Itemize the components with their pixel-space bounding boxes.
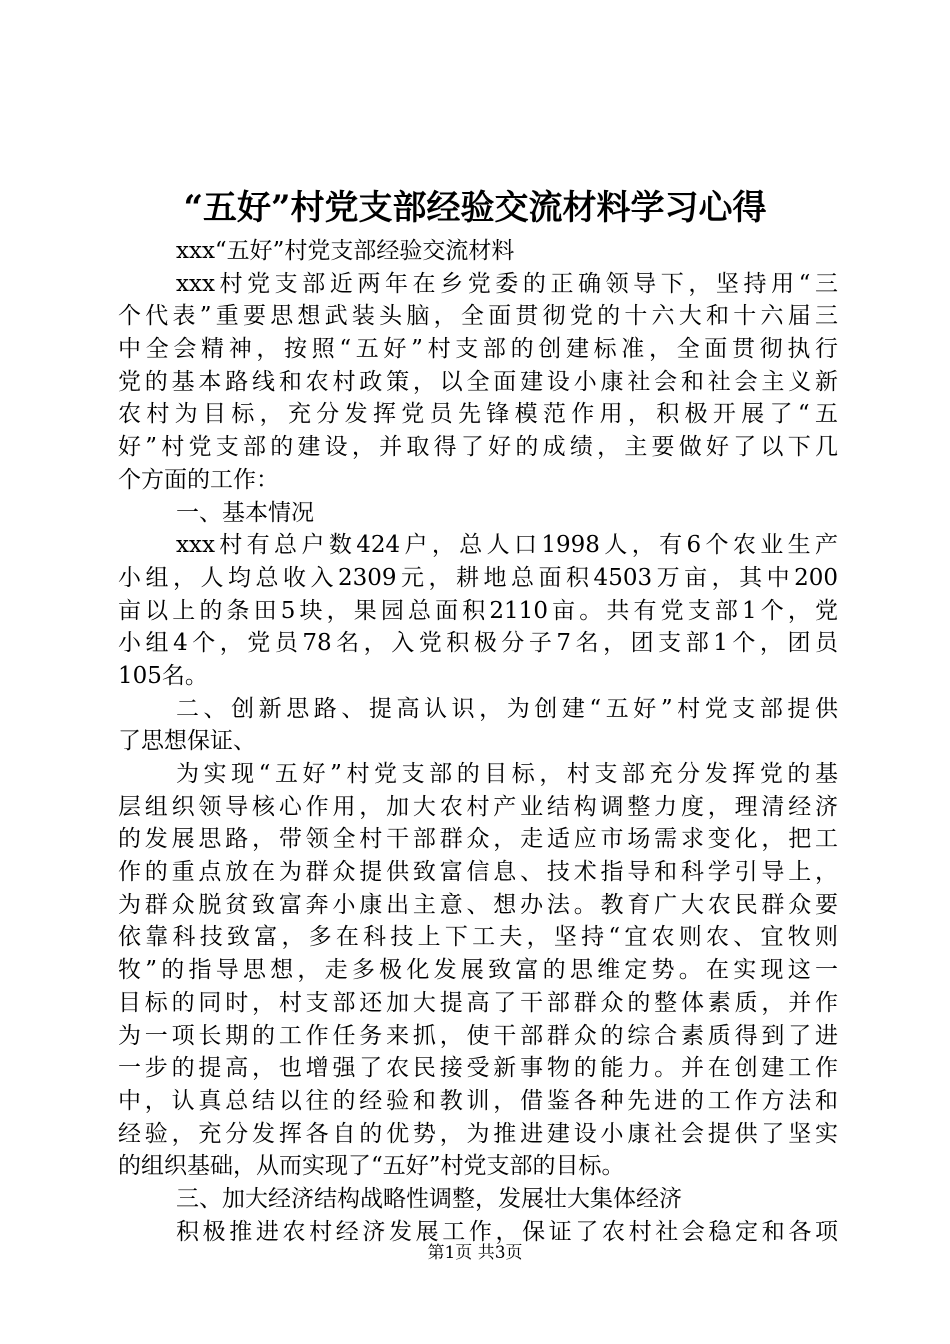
text-line: xxx村党支部近两年在乡党委的正确领导下，坚持用“三 xyxy=(176,270,838,297)
text-line: 中全会精神，按照“五好”村支部的创建标准，全面贯彻执行 xyxy=(118,336,838,363)
text-line: xxx“五好”村党支部经验交流材料 xyxy=(176,238,515,264)
document-body xyxy=(118,235,838,1248)
text-line: 党的基本路线和农村政策，以全面建设小康社会和社会主义新 xyxy=(118,368,838,395)
text-line: 中，认真总结以往的经验和教训，借鉴各种先进的工作方法和 xyxy=(118,1087,838,1114)
text-line: 105名。 xyxy=(118,662,208,689)
text-line: 二、创新思路、提高认识，为创建“五好”村党支部提供 xyxy=(176,695,838,722)
text-line: 目标的同时，村支部还加大提高了干部群众的整体素质，并作 xyxy=(118,989,838,1016)
text-line: xxx村有总户数424户，总人口1998人，有6个农业生产 xyxy=(176,532,838,559)
text-line: 一、基本情况 xyxy=(176,499,314,526)
text-line: 层组织领导核心作用，加大农村产业结构调整力度，理清经济 xyxy=(118,793,838,820)
text-line: 农村为目标，充分发挥党员先锋模范作用，积极开展了“五 xyxy=(118,401,838,428)
text-line: 个代表”重要思想武装头脑，全面贯彻党的十六大和十六届三 xyxy=(118,303,838,330)
text-line: 个方面的工作： xyxy=(118,466,279,493)
text-line: 亩以上的条田5块，果园总面积2110亩。共有党支部1个，党 xyxy=(118,597,838,624)
text-line: 依靠科技致富，多在科技上下工夫，坚持“宜农则农、宜牧则 xyxy=(118,924,838,951)
text-line: 小组，人均总收入2309元，耕地总面积4503万亩，其中200 xyxy=(118,564,838,591)
text-line: 积极推进农村经济发展工作，保证了农村社会稳定和各项 xyxy=(176,1218,838,1245)
page-footer: 第1页 共3页 xyxy=(427,1243,523,1263)
text-line: 好”村党支部的建设，并取得了好的成绩，主要做好了以下几 xyxy=(118,434,838,461)
text-line: 的发展思路，带领全村干部群众，走适应市场需求变化，把工 xyxy=(118,826,838,853)
text-line: 了思想保证、 xyxy=(118,728,256,755)
text-line: 三、加大经济结构战略性调整，发展壮大集体经济 xyxy=(176,1185,682,1212)
text-line: 小组4个，党员78名，入党积极分子7名，团支部1个，团员 xyxy=(118,630,838,657)
text-line: 牧”的指导思想，走多极化发展致富的思维定势。在实现这一 xyxy=(118,957,838,984)
text-line: 经验，充分发挥各自的优势，为推进建设小康社会提供了坚实 xyxy=(118,1120,838,1147)
text-line: 作的重点放在为群众提供致富信息、技术指导和科学引导上， xyxy=(118,859,838,886)
text-line: 一步的提高，也增强了农民接受新事物的能力。并在创建工作 xyxy=(118,1055,838,1082)
text-line: 的组织基础，从而实现了“五好”村党支部的目标。 xyxy=(118,1153,625,1180)
text-line: 为群众脱贫致富奔小康出主意、想办法。教育广大农民群众要 xyxy=(118,891,838,918)
document-title: “五好”村党支部经验交流材料学习心得 xyxy=(183,188,767,228)
text-line: 为实现“五好”村党支部的目标，村支部充分发挥党的基 xyxy=(176,761,838,787)
text-line: 为一项长期的工作任务来抓，使干部群众的综合素质得到了进 xyxy=(118,1022,838,1049)
